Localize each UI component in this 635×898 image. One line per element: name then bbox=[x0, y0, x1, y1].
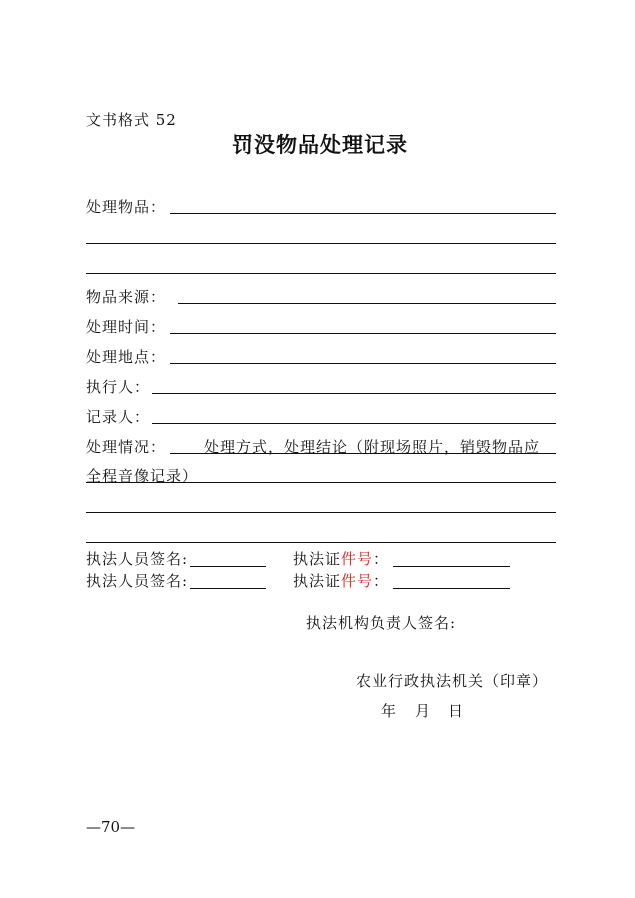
page-title: 罚没物品处理记录 bbox=[232, 132, 408, 157]
officer-sign-label-2: 执法人员签名: bbox=[86, 572, 189, 590]
item-label: 处理物品： bbox=[86, 198, 167, 216]
cert-field-1[interactable] bbox=[393, 566, 510, 567]
item-field-line-2[interactable] bbox=[86, 243, 556, 244]
page-number: —70— bbox=[86, 818, 136, 836]
situation-text-1: 处理方式，处理结论（附现场照片，销毁物品应 bbox=[204, 438, 541, 456]
head-sign-label: 执法机构负责人签名: bbox=[306, 614, 457, 632]
officer-sign-field-1[interactable] bbox=[190, 566, 266, 567]
recorder-field[interactable] bbox=[152, 423, 556, 424]
item-field-line-3[interactable] bbox=[86, 273, 556, 274]
situation-field-line-3[interactable] bbox=[86, 512, 556, 513]
situation-field-line-4[interactable] bbox=[86, 542, 556, 543]
time-field[interactable] bbox=[170, 333, 556, 334]
situation-label: 处理情况： bbox=[86, 438, 167, 456]
date-month: 月 bbox=[415, 702, 432, 720]
item-field[interactable] bbox=[170, 213, 556, 214]
place-label: 处理地点： bbox=[86, 348, 167, 366]
situation-field-line-2[interactable] bbox=[86, 482, 556, 483]
agency-seal: 农业行政执法机关（印章） bbox=[356, 672, 549, 690]
officer-sign-field-2[interactable] bbox=[190, 588, 266, 589]
source-label: 物品来源： bbox=[86, 288, 167, 306]
date-year: 年 bbox=[381, 702, 398, 720]
cert-label-2: 执法证件号： bbox=[293, 572, 390, 590]
situation-text-2: 全程音像记录） bbox=[86, 467, 199, 485]
recorder-label: 记录人： bbox=[86, 408, 151, 426]
executor-label: 执行人： bbox=[86, 378, 151, 396]
source-field[interactable] bbox=[178, 303, 556, 304]
cert-label-1: 执法证件号： bbox=[293, 550, 390, 568]
cert-field-2[interactable] bbox=[393, 588, 510, 589]
time-label: 处理时间： bbox=[86, 318, 167, 336]
place-field[interactable] bbox=[170, 363, 556, 364]
date-day: 日 bbox=[448, 702, 465, 720]
officer-sign-label-1: 执法人员签名: bbox=[86, 550, 189, 568]
executor-field[interactable] bbox=[152, 393, 556, 394]
form-code: 文书格式 52 bbox=[86, 111, 177, 129]
